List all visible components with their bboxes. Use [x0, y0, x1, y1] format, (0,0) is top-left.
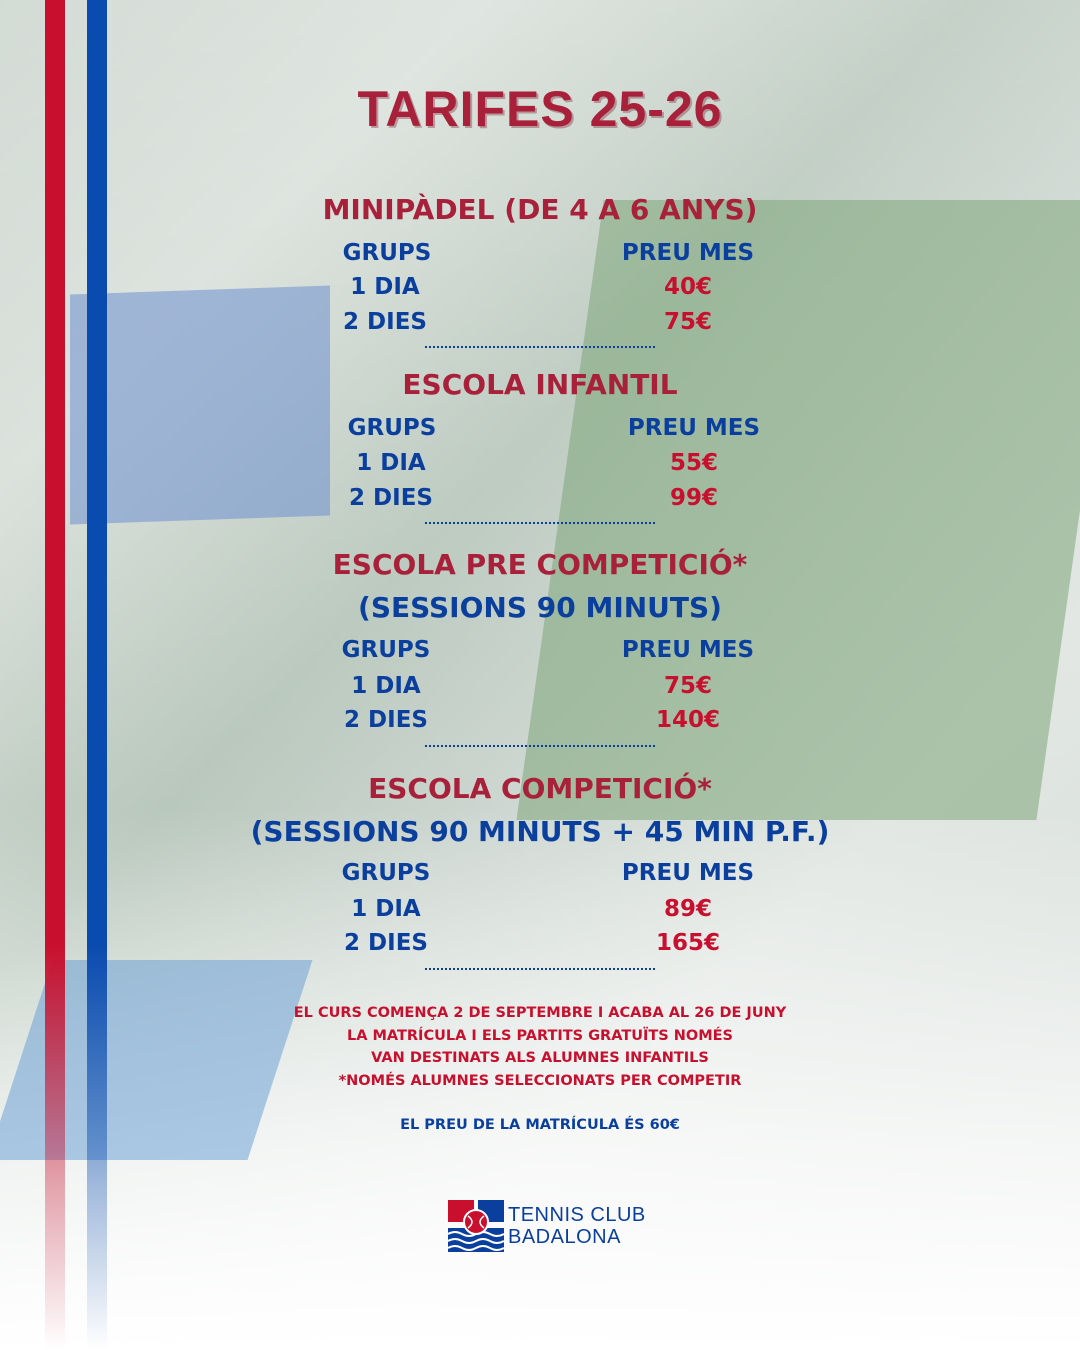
section-divider [425, 968, 655, 970]
enrollment-note: EL PREU DE LA MATRÍCULA ÉS 60€ [400, 1117, 680, 1133]
groups-header: GRUPS [341, 637, 431, 663]
section-subtitle-competicio: (SESSIONS 90 MINUTS + 45 MIN P.F.) [250, 815, 830, 848]
price-header: PREU MES [621, 240, 755, 266]
page-title: TARIFES 25-26 [357, 81, 723, 137]
group-label: 1 DIA [351, 896, 421, 922]
note-line: LA MATRÍCULA I ELS PARTITS GRATUÏTS NOMÉS [346, 1028, 734, 1044]
section-divider [425, 745, 655, 747]
section-divider [425, 522, 655, 524]
price-header: PREU MES [621, 860, 755, 886]
section-title-escola-infantil: ESCOLA INFANTIL [402, 368, 678, 401]
groups-header: GRUPS [341, 860, 431, 886]
price-value: 165€ [655, 930, 720, 956]
section-subtitle-pre-competicio: (SESSIONS 90 MINUTS) [358, 591, 722, 624]
price-value: 75€ [663, 309, 712, 335]
price-value: 55€ [669, 450, 718, 476]
groups-header: GRUPS [347, 415, 437, 441]
price-value: 75€ [663, 673, 712, 699]
price-value: 89€ [663, 896, 712, 922]
logo-line1: TENNIS CLUB [508, 1204, 646, 1226]
note-line: EL CURS COMENÇA 2 DE SEPTEMBRE I ACABA AL 26 DE JUNY [293, 1005, 787, 1021]
section-title-pre-competicio: ESCOLA PRE COMPETICIÓ* [332, 548, 748, 581]
price-value: 99€ [669, 485, 718, 511]
group-label: 1 DIA [356, 450, 426, 476]
price-header: PREU MES [627, 415, 761, 441]
note-line: *NOMÉS ALUMNES SELECCIONATS PER COMPETIR [338, 1073, 742, 1089]
club-logo [448, 1198, 648, 1258]
club-crest-icon [448, 1198, 504, 1254]
group-label: 2 DIES [344, 707, 428, 733]
price-value: 140€ [655, 707, 720, 733]
note-line: VAN DESTINATS ALS ALUMNES INFANTILS [371, 1050, 709, 1066]
group-label: 1 DIA [350, 274, 420, 300]
section-divider [425, 346, 655, 348]
group-label: 2 DIES [344, 930, 428, 956]
price-value: 40€ [663, 274, 712, 300]
section-title-minipadel: MINIPÀDEL (DE 4 A 6 ANYS) [322, 193, 758, 226]
groups-header: GRUPS [342, 240, 432, 266]
group-label: 1 DIA [351, 673, 421, 699]
group-label: 2 DIES [349, 485, 433, 511]
price-header: PREU MES [621, 637, 755, 663]
section-title-competicio: ESCOLA COMPETICIÓ* [368, 772, 712, 805]
group-label: 2 DIES [343, 309, 427, 335]
logo-line2: BADALONA [508, 1226, 621, 1248]
